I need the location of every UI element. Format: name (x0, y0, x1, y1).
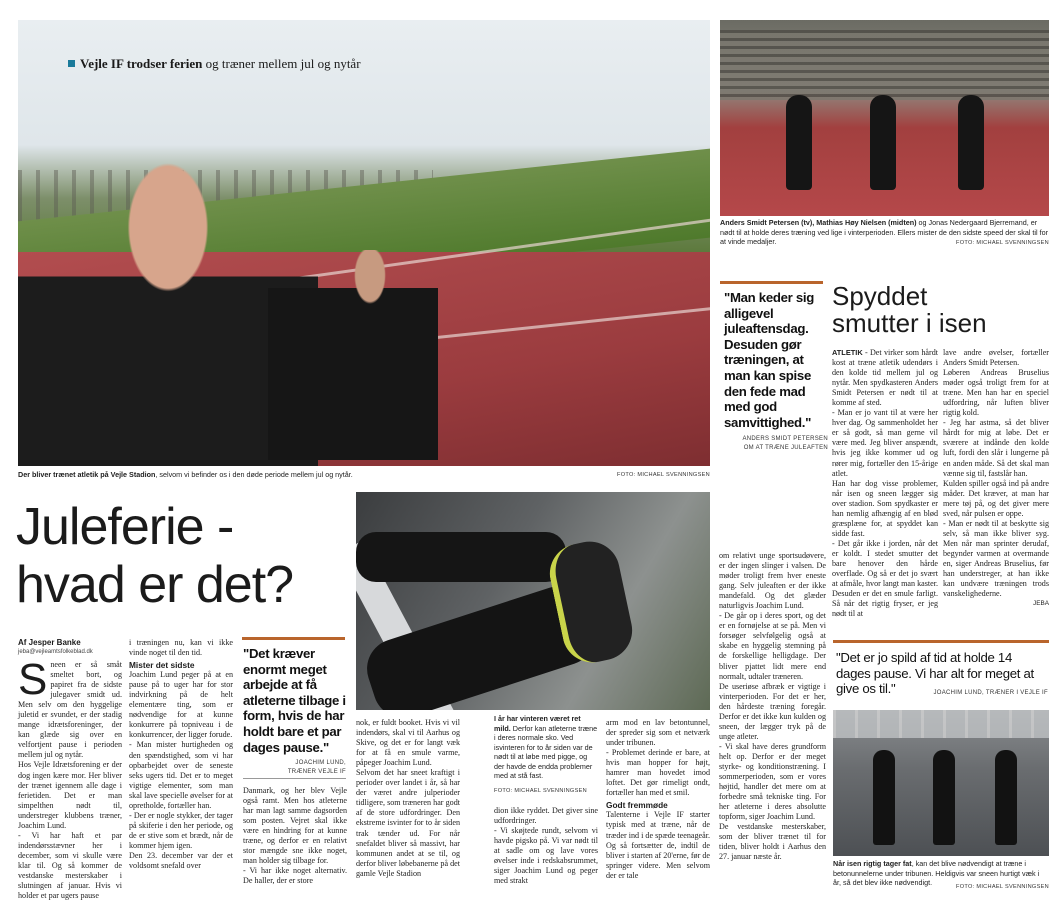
quote-1-name: JOACHIM LUND, (295, 760, 346, 766)
article-column-3 (243, 786, 347, 886)
paragraph: De useriøse afbræk er vigtige i vinterperioden. For det er her, den hårdeste træning foregår. Derfor er det ikke kun kulden og sneen, der lægger tryk på de unge atleter. (719, 681, 826, 741)
paragraph: - De går op i deres sport, og det er en fornøjelse at se på. Men vi forsøger selvfølgelig også at skabe en hyggelig stemning på de forskellige helligdage. Der bliver pjattet lidt mere end normalt, udtaler træneren. (719, 611, 826, 681)
quote-rule (242, 637, 345, 640)
article-column-4 (356, 718, 460, 879)
headline-line2: hvad er det? (16, 556, 294, 614)
subheading: Mister det sidste (129, 660, 195, 671)
sidebar-headline-line2: smutter i isen (832, 308, 987, 338)
subheading: Godt fremmøde (606, 800, 668, 811)
main-photo-caption (18, 470, 578, 480)
bottom-right-photo (833, 710, 1049, 856)
byline-author: Af Jesper Banke (18, 638, 81, 647)
paragraph: - Vi skal have deres grundform helt op. Derfor er der meget styrke- og konditionstræning. I sommerperioden, som er vores højtid, handler det mere om at forbedre små tekniske ting. For her atleterne i deres absolutte topform, siger Joachim Lund. (719, 741, 826, 822)
quote-rule (720, 281, 823, 284)
sidebar-column-2 (943, 348, 1049, 609)
athlete-background (268, 250, 438, 460)
paragraph: lave andre øvelser, fortæller Anders Smidt Petersen. (943, 348, 1049, 368)
pull-quote-1: "Det kræver enormt meget arbejde at få atleterne tilbage i form, hvis de har holdt bare et par dages pause." (243, 646, 346, 755)
paragraph: - Der er nogle stykker, der tager på skiferie i den her periode, og de er stive som et brædt, når de kommer hjem igen. (129, 810, 233, 850)
paragraph: - Det virker som hårdt kost at træne atletik udendørs i den kolde tid mellem jul og nytår. Men spydkasteren Anders Smidt Petersen er nødt til at komme af sted. (832, 348, 938, 408)
article-column-2 (129, 638, 233, 871)
athlete (873, 750, 895, 845)
runner (870, 95, 896, 190)
paragraph: Kulden spiller også ind på andre måder. Det kræver, at man har mere tøj på, og det giver mere sved, når pulsen er oppe. (943, 478, 1049, 518)
quote-2-name: ANDERS SMIDT PETERSEN (742, 436, 828, 442)
caption-bold: Anders Smidt Petersen (tv), Mathias Høy Nielsen (midten) (720, 218, 917, 227)
caption-rest: Derfor kan atleterne træne i deres normale sko. Ved isvinteren for to år siden var de nødt til at løbe med pigge, og der havde de endda problemer med at stå fast. (494, 723, 598, 780)
article-column-5-continued (494, 806, 598, 886)
kicker (68, 56, 361, 72)
paragraph: - Problemet derinde er bare, at hvis man hopper for højt, hamrer man hovedet imod loftet. Det gør rimeligt ondt, fortæller han med et smil. (606, 748, 710, 798)
caption-bold: Når isen rigtig tager fat (833, 859, 912, 868)
paragraph: Danmark, og her blev Vejle også ramt. Men hos atleterne har man lagt samme dagsorden som posten. Vejret skal ikke være en hindring for at kunne træne, og derfor er en relativt stor mængde sne ikke noget, man holder sig tilbage for. (243, 786, 347, 866)
kicker-rest: og træner mellem jul og nytår (202, 56, 361, 71)
tunnel-fence (833, 710, 1049, 738)
middle-photo-credit: FOTO: MICHAEL SVENNINGSEN (494, 788, 587, 794)
kicker-square-icon (68, 60, 75, 67)
paragraph: Talenterne i Vejle IF starter typisk med at træne, når de træder ind i de spæde teenageår. Og så fortsætter de, indtil de bliver i starten af 20'erne, før de springer videre. Men selvom der er tale (606, 810, 710, 880)
kicker-bold: Vejle IF trodser ferien (80, 56, 203, 71)
paragraph: - Man er nødt til at beskytte sig selv, så man ikke bliver syg. Men når man sprinter derudaf, begynder varmen at overmande en, siger Andreas Bruselius, før han understreger, at han ikke kan undvære træningen trods vanskelighederne. (943, 518, 1049, 599)
paragraph: Den 23. december var der et voldsomt snefald over (129, 850, 233, 871)
runner (786, 95, 812, 190)
article-column-1 (18, 655, 122, 901)
top-right-photo (720, 20, 1049, 216)
paragraph: nok, er fuldt booket. Hvis vi vil indendørs, skal vi til Aarhus og Skive, og det er for langt væk for at få en smule varme, påpeger Joachim Lund. (356, 718, 460, 768)
middle-photo-caption (494, 714, 598, 781)
paragraph: Hos Vejle Idrætsforening er der dog ingen kære mor. Her bliver der trænet igennem alle dage i ferietiden. Det er man simpelthen nødt til, understreger klubbens træner, Joachim Lund. (18, 760, 122, 830)
quote-2-role: OM AT TRÆNE JULEAFTEN (743, 445, 828, 451)
paragraph: Joachim Lund peger på at en pause på to uger har for stor indvirkning på de helt elementære ting, som er nødvendige for at kunne konkurrere på topniveau i de konkurrencer, der ligger forude. (129, 670, 233, 740)
sidebar-column-1 (832, 348, 938, 619)
drop-cap: S (18, 655, 48, 704)
paragraph: Løberen Andreas Bruselius møder også troligt frem for at træne. Men han har en speciel udfordring, når luften bliver rigtig kold. (943, 368, 1049, 418)
headline-line1: Juleferie - (16, 498, 234, 556)
paragraph: Han har dog visse problemer, når isen og sneen lægger sig over stadion. Som spydkaster er han nemlig afhængig af en blød græsplæne for, at spyddet kan sidde fast. (832, 478, 938, 538)
caption-rest: og Jonas Nedergaard Bjerremand, er nødt til at holde deres træning ved lige i vinterperioden. Ellers mister de den sidste speed der skal til for at vinde medaljer. (720, 218, 1048, 246)
paragraph: - Vi har ikke noget alternativ. De haller, der er store (243, 866, 347, 886)
caption-bold: I år har vinteren været ret mild. (494, 714, 581, 733)
athlete (933, 750, 955, 845)
pull-quote-3: "Det er jo spild af tid at holde 14 dages pause. Vi har alt for meget at give os til." (836, 650, 1034, 697)
runner (958, 95, 984, 190)
main-photo (18, 20, 710, 466)
paragraph: - Man er jo vant til at være her hver dag. Og sammenholdet her er så godt, så man gerne vil være med. Jeg bliver anspændt, hvis jeg ikke kommer ud og rører mig, fortæller den 15-årige atlet. (832, 408, 938, 478)
paragraph: - Jeg har astma, så det bliver hårdt for mig at løbe. Det er sværere at indånde den kolde luft, fordi den slår i lungerne på en anden måde. Så det skal man vænne sig til, fastslår han. (943, 418, 1049, 478)
paragraph: dion ikke ryddet. Det giver sine udfordringer. (494, 806, 598, 826)
quote-3-attribution: JOACHIM LUND, TRÆNER I VEJLE IF (933, 690, 1048, 696)
paragraph: i træningen nu, kan vi ikke vinde noget til den tid. (129, 638, 233, 658)
stadium-stand (720, 30, 1049, 100)
caption-rest: , selvom vi befinder os i den døde periode mellem jul og nytår. (155, 470, 353, 479)
sidebar-signature: JEBA (1033, 600, 1049, 608)
paragraph: arm mod en lav betontunnel, der spreder sig som et netværk under tribunen. (606, 718, 710, 748)
paragraph: - Man mister hurtigheden og den spændstighed, som vi har opbarbejdet over de seneste seks ugers tid. Det er to meget vigtige elementer, som man skal lave specielle øvelser for at opretholde, fortæller han. (129, 740, 233, 810)
caption-rest: , kan det blive nødvendigt at træne i betonunnelerne under tribunen. Heldigvis var sneen hurtigt væk i år, så det blev ikke nødvendigt. (833, 859, 1040, 887)
quote-rule (833, 640, 1049, 643)
pull-quote-2: "Man keder sig alligevel juleaftensdag. Desuden gør træningen, at man kan spise den fede mad med god samvittighed." (724, 290, 814, 430)
paragraph: neen er så småt smeltet bort, og papiret fra de sidste julegaver smidt ud. Men selv om den hyggelige juletid er svundet, er der stadig mange idrætsforeninger, der kan glæde sig over en velfortjent pause i perioden mellem jul og nytår. (18, 660, 122, 760)
sidebar-topic: ATLETIK (832, 348, 863, 357)
quote-rule-thin (243, 778, 346, 779)
bottom-right-credit: FOTO: MICHAEL SVENNINGSEN (956, 884, 1049, 890)
paragraph: - Det går ikke i jorden, når det er koldt. I stedet smutter det bare henover den hårde overflade. Og så er det jo svært at afmåle, hvor langt man kaster. Desuden er det en smule farligt. Så når det rigtig fryser, er jeg nødt til at (832, 538, 938, 619)
athlete-arm (356, 532, 566, 582)
athlete (995, 750, 1017, 845)
quote-1-role: TRÆNER VEJLE IF (287, 769, 346, 775)
article-column-5 (606, 718, 710, 881)
paragraph: De vestdanske mesterskaber, som der bliver trænet til for tiden, bliver holdt i Aarhus den 27. januar næste år. (719, 822, 826, 862)
article-column-6 (719, 551, 826, 862)
paragraph: om relativt unge sportsudøvere, er der ingen slinger i valsen. De møder troligt frem hver eneste gang. Selv juleaften er der ikke mandefald. Og det glæder naturligvis Joachim Lund. (719, 551, 826, 611)
paragraph: Selvom det har sneet kraftigt i perioder over landet i år, så har der været andre julperioder tidligere, som træneren har godt af de store udfordringer. Den ekstreme isvinter for to år siden trak tænder ud. For når snefaldet bliver så massivt, har kommunen andet at se til, og derfor bliver løbebanerne på det gamle Vejle Stadion (356, 768, 460, 878)
paragraph: - Vi skøjtede rundt, selvom vi havde pigsko på. Vi var nødt til at sadle om og lave vores øvelser inde i redskabsrummet, siger Joachim Lund og peger med strakt (494, 826, 598, 886)
middle-photo (356, 492, 710, 710)
sidebar-headline-line1: Spyddet (832, 281, 928, 311)
byline-email[interactable]: jeba@vejleamtsfolkeblad.dk (18, 649, 93, 655)
paragraph: - Vi har haft et par indendørsstævner her i december, som vi skulle være klar til. Og så kommer de vestdanske mesterskaber i slutningen af januar. Hvis vi holder et par ugers pause (18, 830, 122, 901)
main-photo-credit: FOTO: MICHAEL SVENNINGSEN (617, 472, 710, 478)
caption-bold: Der bliver trænet atletik på Vejle Stadion (18, 470, 156, 479)
top-right-credit: FOTO: MICHAEL SVENNINGSEN (956, 240, 1049, 246)
